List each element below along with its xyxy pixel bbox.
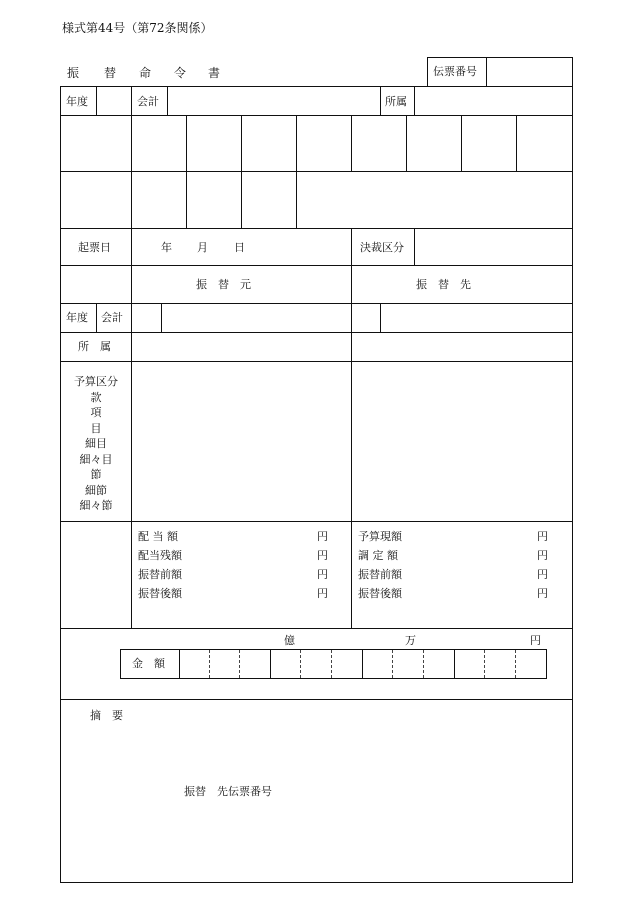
header-account-label: 会計	[137, 95, 159, 108]
yen-unit: 円	[317, 530, 328, 543]
col-line	[351, 115, 352, 171]
yen-unit: 円	[317, 568, 328, 581]
col-line	[167, 87, 168, 115]
doc-title-char-5: 書	[208, 66, 221, 80]
amount-row	[358, 528, 548, 547]
amount-label: 配 当 額	[138, 530, 178, 543]
amount-row	[138, 528, 328, 547]
amount-row	[358, 585, 548, 604]
row-line	[61, 361, 572, 362]
row-line	[61, 171, 572, 172]
header-department-label: 所属	[385, 95, 407, 108]
col-line	[414, 228, 415, 265]
col-line	[414, 87, 415, 115]
yen-unit: 円	[317, 587, 328, 600]
col-line	[296, 115, 297, 228]
amount-label: 振替前額	[138, 568, 182, 581]
slip-number-field[interactable]	[488, 59, 571, 85]
doc-title-char-1: 振	[67, 66, 80, 80]
row-line	[61, 332, 572, 333]
yen-unit: 円	[317, 549, 328, 562]
form-frame	[60, 86, 573, 883]
budget-category-list	[61, 375, 131, 515]
col-line	[516, 115, 517, 171]
transfer-from-heading: 振 替 元	[196, 278, 251, 291]
digit-divider	[484, 650, 485, 678]
row-line	[61, 699, 572, 700]
col-line	[351, 228, 352, 628]
approval-category-label: 決裁区分	[360, 241, 404, 254]
unit-man: 万	[405, 634, 416, 647]
col-line	[179, 650, 180, 678]
department-label: 所 属	[78, 340, 111, 353]
col-line	[131, 521, 132, 628]
amount-row	[138, 566, 328, 585]
amount-row	[138, 547, 328, 566]
col-line	[131, 228, 132, 521]
digit-divider	[392, 650, 393, 678]
from-amounts	[138, 528, 328, 604]
divider	[486, 57, 487, 86]
budget-category-item: 項	[90, 406, 102, 419]
col-line	[380, 303, 381, 332]
amount-label: 配当残額	[138, 549, 182, 562]
budget-category-item: 細目	[85, 437, 107, 450]
slip-number-label: 伝票番号	[433, 65, 477, 78]
amount-label: 調 定 額	[358, 549, 398, 562]
summary-note: 振替 先伝票番号	[184, 785, 272, 798]
amount-label: 振替後額	[138, 587, 182, 600]
col-line	[96, 87, 97, 115]
digit-divider	[300, 650, 301, 678]
account-label: 会計	[101, 311, 123, 324]
col-line	[380, 87, 381, 115]
digit-divider	[209, 650, 210, 678]
unit-oku: 億	[284, 634, 295, 647]
row-line	[61, 265, 572, 266]
doc-title-char-2: 替	[104, 66, 117, 80]
year-label: 年度	[66, 311, 88, 324]
col-line	[96, 303, 97, 332]
budget-category-item: 予算区分	[74, 375, 118, 388]
col-line	[406, 115, 407, 171]
draft-date-month: 月	[197, 241, 208, 254]
row-line	[61, 303, 572, 304]
digit-divider	[362, 650, 363, 678]
doc-title-char-4: 令	[174, 66, 187, 80]
doc-title-char-3: 命	[139, 66, 152, 80]
header-year-label: 年度	[66, 95, 88, 108]
digit-divider	[270, 650, 271, 678]
row-line	[61, 628, 572, 629]
draft-date-label: 起票日	[78, 241, 111, 254]
form-caption: 様式第44号（第72条関係）	[62, 21, 213, 35]
amount-row	[358, 547, 548, 566]
col-line	[186, 115, 187, 228]
budget-category-item: 細節	[85, 483, 107, 497]
col-line	[241, 115, 242, 228]
budget-category-item: 款	[90, 390, 102, 404]
to-amounts	[358, 528, 548, 604]
amount-row	[358, 566, 548, 585]
digit-divider	[239, 650, 240, 678]
budget-category-item: 細々目	[79, 452, 113, 466]
draft-date-day: 日	[234, 241, 245, 254]
budget-category-item: 目	[90, 421, 102, 435]
row-line	[61, 521, 572, 522]
transfer-to-heading: 振 替 先	[416, 278, 471, 291]
col-line	[131, 87, 132, 115]
digit-divider	[515, 650, 516, 678]
col-line	[461, 115, 462, 171]
yen-unit: 円	[537, 568, 548, 581]
digit-divider	[423, 650, 424, 678]
unit-en: 円	[530, 634, 541, 647]
amount-box	[120, 649, 547, 679]
draft-date-year: 年	[161, 241, 172, 254]
amount-label: 金 額	[132, 657, 165, 670]
row-line	[61, 228, 572, 229]
amount-row	[138, 585, 328, 604]
amount-label: 振替前額	[358, 568, 402, 581]
yen-unit: 円	[537, 549, 548, 562]
col-line	[161, 303, 162, 332]
digit-divider	[454, 650, 455, 678]
col-line	[131, 115, 132, 228]
row-line	[61, 115, 572, 116]
amount-label: 予算現額	[358, 530, 402, 543]
yen-unit: 円	[537, 530, 548, 543]
summary-label: 摘 要	[90, 709, 123, 722]
yen-unit: 円	[537, 587, 548, 600]
budget-category-item: 節	[90, 468, 102, 481]
amount-label: 振替後額	[358, 587, 402, 600]
budget-category-item: 細々節	[79, 499, 113, 512]
digit-divider	[331, 650, 332, 678]
